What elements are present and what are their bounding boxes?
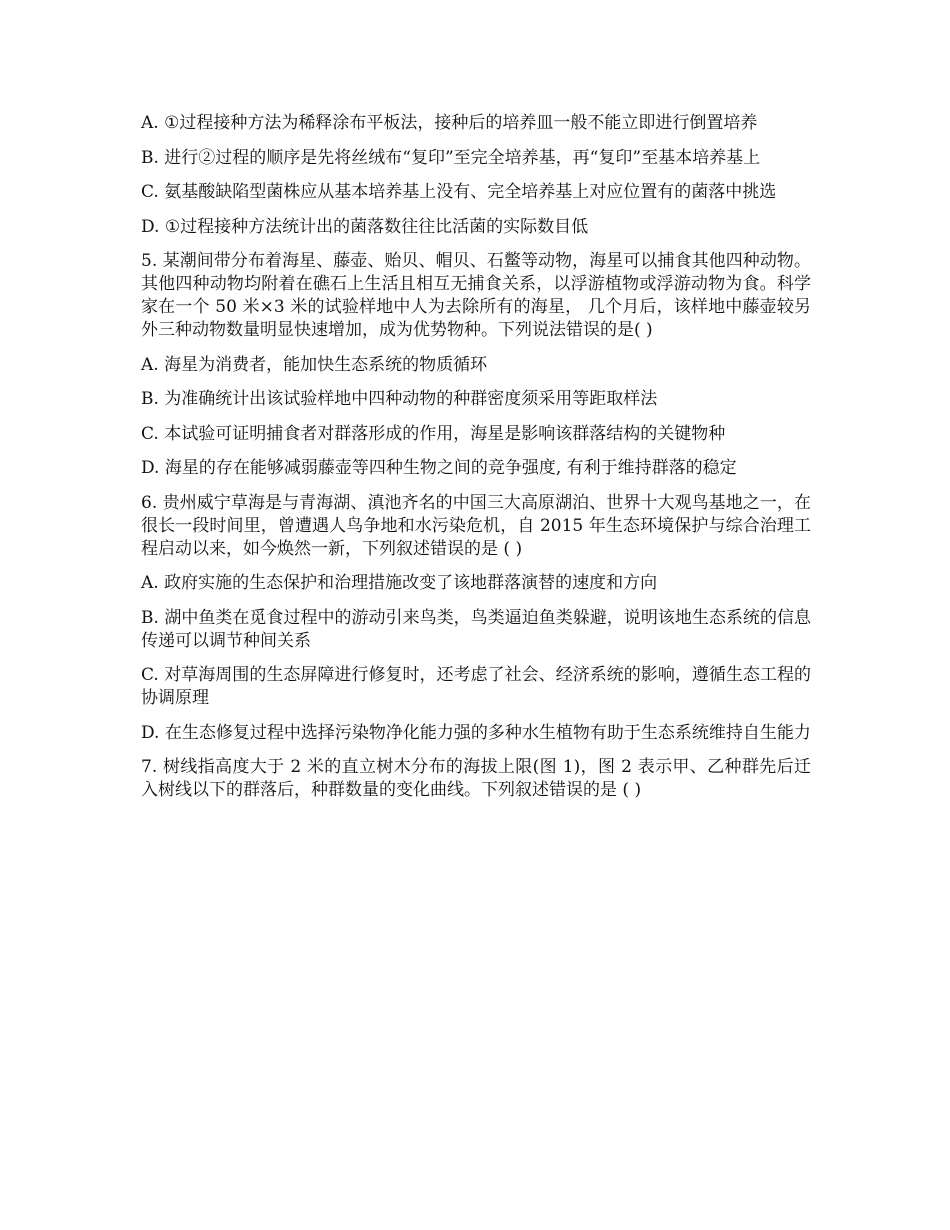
q4-option-b: B. 进行②过程的顺序是先将丝绒布“复印”至完全培养基，再“复印”至基本培养基上 [141,147,761,168]
q5-option-a: A. 海星为消费者，能加快生态系统的物质循环 [141,354,488,375]
q6-option-d: D. 在生态修复过程中选择污染物净化能力强的多种水生植物有助于生态系统维持自生能力 [141,722,811,743]
q4-option-d: D. ①过程接种方法统计出的菌落数往往比活菌的实际数目低 [141,216,589,237]
q6-option-c: C. 对草海周围的生态屏障进行修复时，还考虑了社会、经济系统的影响，遵循生态工程的协调原理 [141,665,811,708]
q4-option-c: C. 氨基酸缺陷型菌株应从基本培养基上没有、完全培养基上对应位置有的菌落中挑选 [141,182,777,202]
q5-option-c: C. 本试验可证明捕食者对群落形成的作用，海星是影响该群落结构的关键物种 [141,423,726,444]
q7-stem: 7. 树线指高度大于 2 米的直立树木分布的海拔上限(图 1)，图 2 表示甲、乙种群先后迁入树线以下的群落后，种群数量的变化曲线。下列叙述错误的是 ( ) [141,757,811,800]
q5-stem: 5. 某潮间带分布着海星、藤壶、贻贝、帽贝、石鳖等动物，海星可以捕食其他四种动物。其他四种动物均附着在礁石上生活且相互无捕食关系，以浮游植物或浮游动物为食。科学家在一个 50 米×3 米的试验样地中人为去除所有的海星， 几个月后，该样地中藤壶较另外三种动物数量明显快速增加，成为优势物种。下列说法错误的是( ) [141,251,811,340]
q6-option-a: A. 政府实施的生态保护和治理措施改变了该地群落演替的速度和方向 [141,573,658,593]
q4-option-a: A. ①过程接种方法为稀释涂布平板法，接种后的培养皿一般不能立即进行倒置培养 [141,113,758,133]
q5-option-d: D. 海星的存在能够减弱藤壶等四种生物之间的竞争强度, 有利于维持群落的稳定 [141,458,737,478]
q5-option-b: B. 为准确统计出该试验样地中四种动物的种群密度须采用等距取样法 [141,389,658,409]
q6-option-b: B. 湖中鱼类在觅食过程中的游动引来鸟类，鸟类逼迫鱼类躲避，说明该地生态系统的信息传递可以调节种间关系 [141,607,811,651]
q6-stem: 6. 贵州威宁草海是与青海湖、滇池齐名的中国三大高原湖泊、世界十大观鸟基地之一，在很长一段时间里，曾遭遇人鸟争地和水污染危机，自 2015 年生态环境保护与综合治理工程启动以来，如今焕然一新，下列叙述错误的是 ( ) [141,492,811,559]
document-page [141,112,811,814]
